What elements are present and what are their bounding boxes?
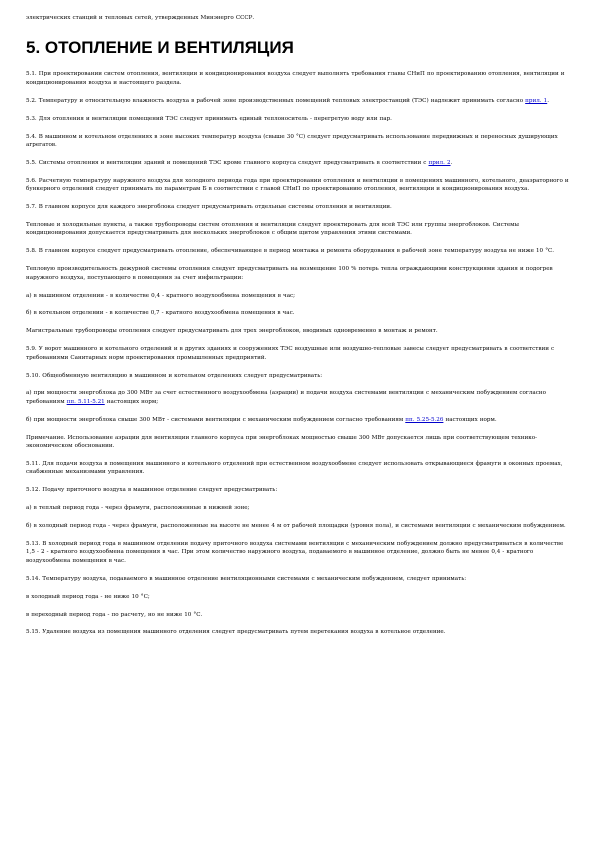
list-item-boiler-hall: б) в котельном отделении - в количестве 0,7 - кратного воздухообмена помещения в час. [26,310,295,317]
list-item-up-to-300mw-text: а) при мощности энергоблока до 300 МВт за счет естественного воздухообмена (аэрации) и подачи воздуха системами вентиляции с механическим побуждением согласно требованиям [26,390,546,405]
list-item-machine-hall: а) в машинном отделении - в количестве 0,4 - кратного воздухообмена помещения в час; [26,292,296,299]
paragraph-5-6: 5.6. Расчетную температуру наружного воздуха для холодного периода года при проектировании отопления и вентиляции в помещениях машинного, котельного, деаэраторного и бункерного отделений следует принимать по параметрам Б в соответствии с главой СНиП по проектированию отопления, вентиляции и кондиционирования воздуха. [26,177,569,193]
appendix-1-link[interactable]: прил. 1 [525,97,548,104]
paragraph-5-15: 5.15. Удаление воздуха из помещения машинного отделения следует предусматривать путем перетекания воздуха в котельное отделение. [26,629,446,636]
note-paragraph: Примечание. Использование аэрации для вентиляции главного корпуса при энергоблоках мощностью свыше 300 МВт допускается лишь при соответствующем технико-экономическом обосновании. [26,434,538,450]
paragraph-5-4: 5.4. В машинном и котельном отделениях в зоне высоких температур воздуха (свыше 30 °С) следует предусматривать использование передвижных и переносных душирующих агрегатов. [26,133,558,148]
list-item-over-300mw-end: настоящих норм. [443,416,497,423]
list-item-transition-temp: в переходный период года - по расчету, но не ниже 10 °С. [26,611,203,618]
list-item-up-to-300mw [26,389,569,406]
paragraph-5-8: 5.8. В главном корпусе следует предусматривать отопление, обеспечивающее в период монтажа и ремонта оборудования в рабочей зоне температуру воздуха не ниже 10 °С. [26,248,555,255]
paragraph-5-12: 5.12. Подачу приточного воздуха в машинное отделение следует предусматривать: [26,487,278,494]
paragraph-5-7: 5.7. В главном корпусе для каждого энергоблока следует предусматривать отдельные системы отопления и вентиляции. [26,204,392,211]
paragraph-5-13: 5.13. В холодный период года в машинном отделении подачу приточного воздуха системами вентиляции с механическим побуждением должно предусматриваться в количестве 1,5 - 2 - кратного воздухообмена помещения в час. При этом количество наружного воздуха, подаваемого в машинное отделение, должно быть не менее 0,4 - кратного воздухообмена помещения в час. [26,541,564,564]
clauses-5-25-5-26-link[interactable]: пп. 5.25-5.26 [405,416,444,423]
paragraph-heat-points: Тепловые и холодильные пункты, а также трубопроводы систем отопления и вентиляции следует проектировать для всей ТЭС или группы энергоблоков. Системы кондиционирования допускается предусматривать для нескольких энергоблоков с общим щитом управления этими системами. [26,221,519,237]
paragraph-5-5-text: 5.5. Системы отопления и вентиляции зданий и помещений ТЭС кроме главного корпуса следует предусматривать в соответствии с [26,159,429,166]
list-item-cold-temp: в холодный период года - не ниже 10 °С; [26,593,150,600]
paragraph-5-9: 5.9. У ворот машинного и котельного отделений и в других зданиях и сооружениях ТЭС воздушные или воздушно-тепловые завесы следует предусматривать в соответствии с требованиями Санитарных норм проектирования промышленных предприятий. [26,346,555,361]
list-item-up-to-300mw-end: настоящих норм; [104,398,159,405]
paragraph-5-2-text: 5.2. Температуру и относительную влажность воздуха в рабочей зоне производственных помещений тепловых электростанций (ТЭС) надлежит принимать согласно [26,97,526,104]
paragraph-5-14: 5.14. Температуру воздуха, подаваемого в машинное отделение вентиляционными системами с механическим побуждением, следует принимать: [26,575,467,582]
clauses-5-11-5-21-link[interactable]: пп. 5.11-5.21 [66,398,105,405]
section-heading: 5. ОТОПЛЕНИЕ И ВЕНТИЛЯЦИЯ [26,38,294,58]
list-item-cold-period: б) в холодный период года - через фрамуги, расположенные на высоте не менее 4 м от рабочей площадки (уровня пола), и системами вентиляции с механическим побуждением. [26,523,566,530]
paragraph-5-3: 5.3. Для отопления и вентиляции помещений ТЭС следует принимать единый теплоноситель - перегретую воду или пар. [26,115,392,122]
list-item-over-300mw [26,416,569,424]
paragraph-5-2-end: . [547,97,549,104]
paragraph-5-2 [26,97,569,105]
paragraph-5-5 [26,159,569,167]
paragraph-5-11: 5.11. Для подачи воздуха в помещения машинного и котельного отделений при естественном воздухообмене следует использовать открывающиеся фрамуги в оконных проемах, снабженные механизмами управления. [26,460,563,476]
paragraph-5-10: 5.10. Общеобменную вентиляцию в машинном и котельном отделениях следует предусматривать: [26,372,323,379]
paragraph-5-1: 5.1. При проектировании систем отопления, вентиляции и кондиционирования воздуха следует выполнять требования главы СНиП по проектированию отопления, вентиляции и кондиционирования воздуха и настоящего раздела. [26,71,565,86]
list-item-warm-period: а) в теплый период года - через фрамуги, расположенные в нижней зоне; [26,505,250,512]
paragraph-5-5-end: . [450,159,453,166]
continued-text-line: электрических станций и тепловых сетей, утвержденных Минэнерго СССР. [26,15,255,21]
appendix-2-link[interactable]: прил. 2 [428,159,451,166]
list-item-over-300mw-text: б) при мощности энергоблока свыше 300 МВт - системами вентиляции с механическим побуждением согласно требованиям [26,416,406,423]
paragraph-standby-heating: Тепловую производительность дежурной системы отопления следует предусматривать на возмещение 100 % потерь тепла ограждающими конструкциями здания и подогрев наружного воздуха, поступающего в помещения за счет инфильтрации: [26,266,553,281]
paragraph-main-pipelines: Магистральные трубопроводы отопления следует предусматривать для трех энергоблоков, вводимых одновременно в монтаж и ремонт. [26,328,438,335]
